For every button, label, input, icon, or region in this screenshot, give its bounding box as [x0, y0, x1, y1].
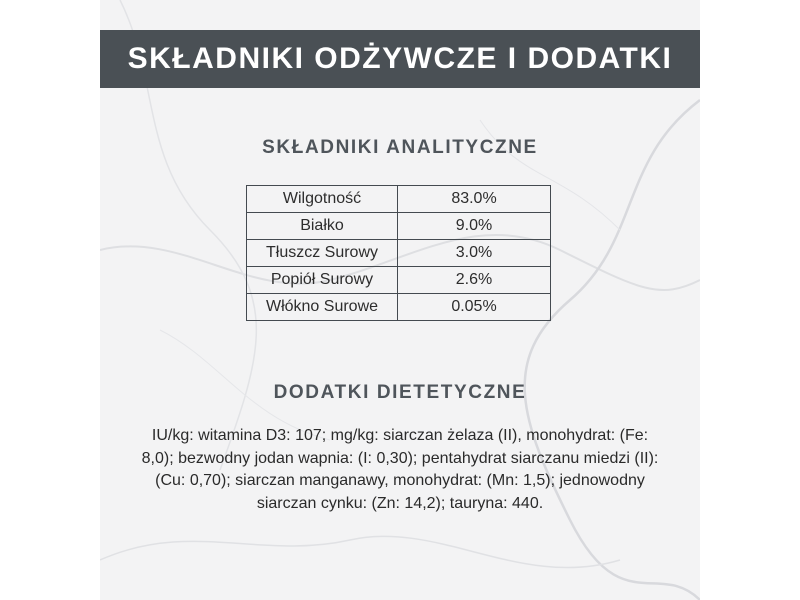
nutrient-value: 3.0%: [398, 240, 551, 267]
nutrient-name: Tłuszcz Surowy: [247, 240, 398, 267]
page-title-banner: [100, 30, 700, 88]
nutrient-value: 0.05%: [398, 294, 551, 321]
nutrient-name: Włókno Surowe: [247, 294, 398, 321]
analytic-section-title: SKŁADNIKI ANALITYCZNE: [262, 137, 538, 158]
nutrient-value: 83.0%: [398, 186, 551, 213]
additives-section-title: DODATKI DIETETYCZNE: [273, 382, 527, 403]
table-row: [247, 213, 551, 240]
table-row: [247, 240, 551, 267]
page-title: SKŁADNIKI ODŻYWCZE I DODATKI: [127, 42, 673, 75]
nutrient-name: Wilgotność: [247, 186, 398, 213]
table-row: [247, 186, 551, 213]
nutrient-name: Popiół Surowy: [247, 267, 398, 294]
nutrient-value: 2.6%: [398, 267, 551, 294]
table-row: [247, 294, 551, 321]
nutrient-name: Białko: [247, 213, 398, 240]
additives-text: IU/kg: witamina D3: 107; mg/kg: siarczan żelaza (II), monohydrat: (Fe: 8,0); bezwodny jodan wapnia: (I: 0,30); pentahydrat siarczanu miedzi (II): (Cu: 0,70); siarczan manganawy, monohydrat: (Mn: 1,5); jednowodny siarczan cynku: (Zn: 14,2); tauryna: 440.: [141, 427, 659, 512]
nutrient-value: 9.0%: [398, 213, 551, 240]
nutrient-table: [246, 185, 551, 321]
nutrition-panel: [100, 0, 700, 600]
table-row: [247, 267, 551, 294]
